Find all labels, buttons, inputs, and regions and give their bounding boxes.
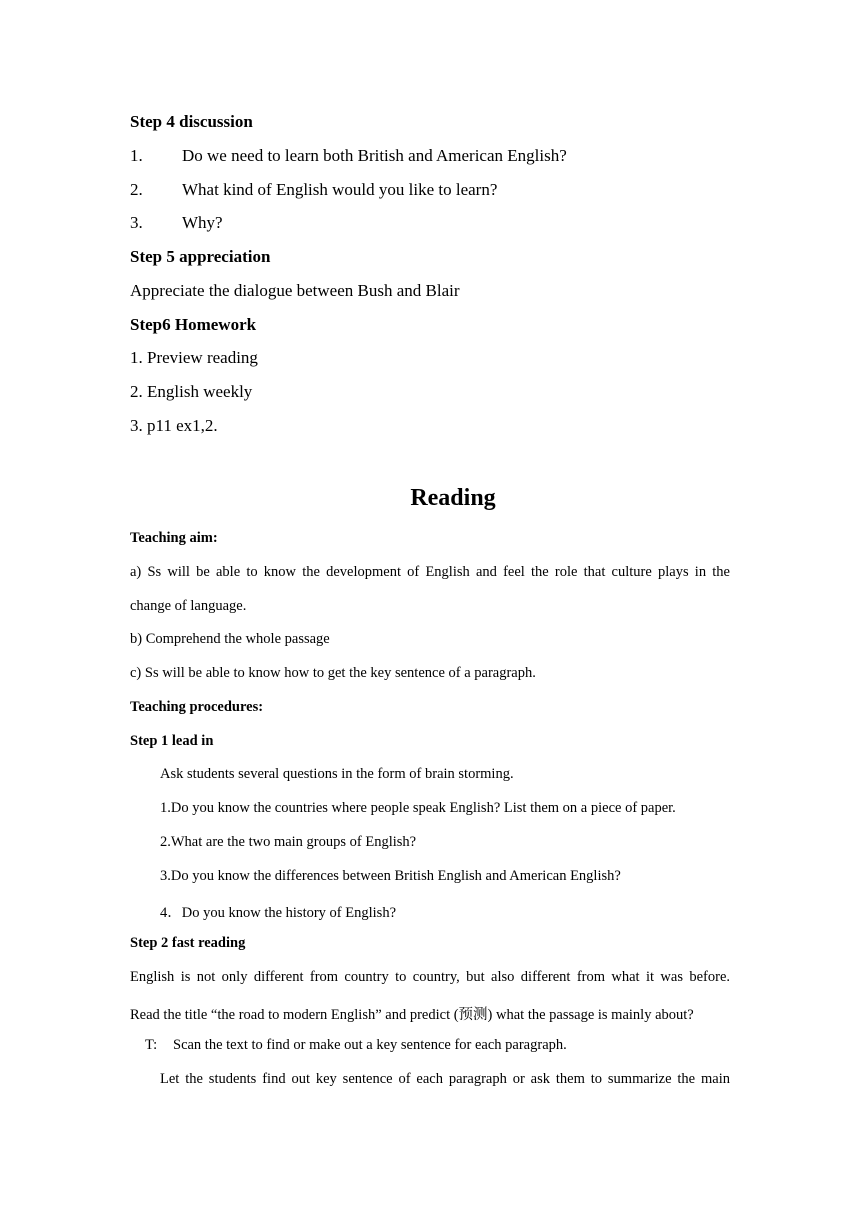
step5-heading: Step 5 appreciation [130, 247, 271, 266]
teaching-aim-heading: Teaching aim: [130, 530, 218, 546]
step1-line-1: Ask students several questions in the form of brain storming. [160, 766, 514, 782]
reading-title: Reading [410, 485, 496, 511]
step4-heading: Step 4 discussion [130, 112, 253, 131]
step2-line-1: English is not only different from country to country, but also different from what it was before. [130, 969, 730, 985]
step4-item-3-number: 3. [130, 213, 143, 232]
step2-teacher-label: T: [145, 1037, 158, 1053]
step6-item-1: 1. Preview reading [130, 348, 258, 367]
step4-item-3-text: Why? [182, 213, 223, 232]
step6-item-3: 3. p11 ex1,2. [130, 416, 218, 435]
step2-teacher-text: Scan the text to find or make out a key sentence for each paragraph. [173, 1037, 567, 1053]
teaching-aim-c: c) Ss will be able to know how to get the key sentence of a paragraph. [130, 665, 536, 681]
step5-text: Appreciate the dialogue between Bush and Blair [130, 281, 460, 300]
step1-line-3: 2.What are the two main groups of English? [160, 834, 417, 850]
step1-line-4: 3.Do you know the differences between British English and American English? [160, 868, 621, 884]
teaching-aim-b: b) Comprehend the whole passage [130, 631, 330, 647]
step1-line-2: 1.Do you know the countries where people speak English? List them on a piece of paper. [160, 800, 676, 816]
teaching-procedures-heading: Teaching procedures: [130, 699, 264, 715]
step6-item-2: 2. English weekly [130, 382, 253, 401]
step1-heading: Step 1 lead in [130, 733, 214, 749]
step4-item-1-number: 1. [130, 146, 143, 165]
step1-line-5: 4．Do you know the history of English? [160, 905, 397, 921]
step4-item-2-text: What kind of English would you like to learn? [182, 180, 498, 199]
step2-line-2: Read the title “the road to modern English” and predict (预测) what the passage is mainly about? [130, 1007, 694, 1023]
teaching-aim-a-line2: change of language. [130, 598, 247, 614]
step2-heading: Step 2 fast reading [130, 935, 246, 951]
step4-item-1-text: Do we need to learn both British and American English? [182, 146, 567, 165]
step6-heading: Step6 Homework [130, 315, 257, 334]
teaching-aim-a-line1: a) Ss will be able to know the development of English and feel the role that culture plays in the [130, 564, 730, 580]
step4-item-2-number: 2. [130, 180, 143, 199]
step2-last-line: Let the students find out key sentence of each paragraph or ask them to summarize the main [160, 1071, 730, 1087]
